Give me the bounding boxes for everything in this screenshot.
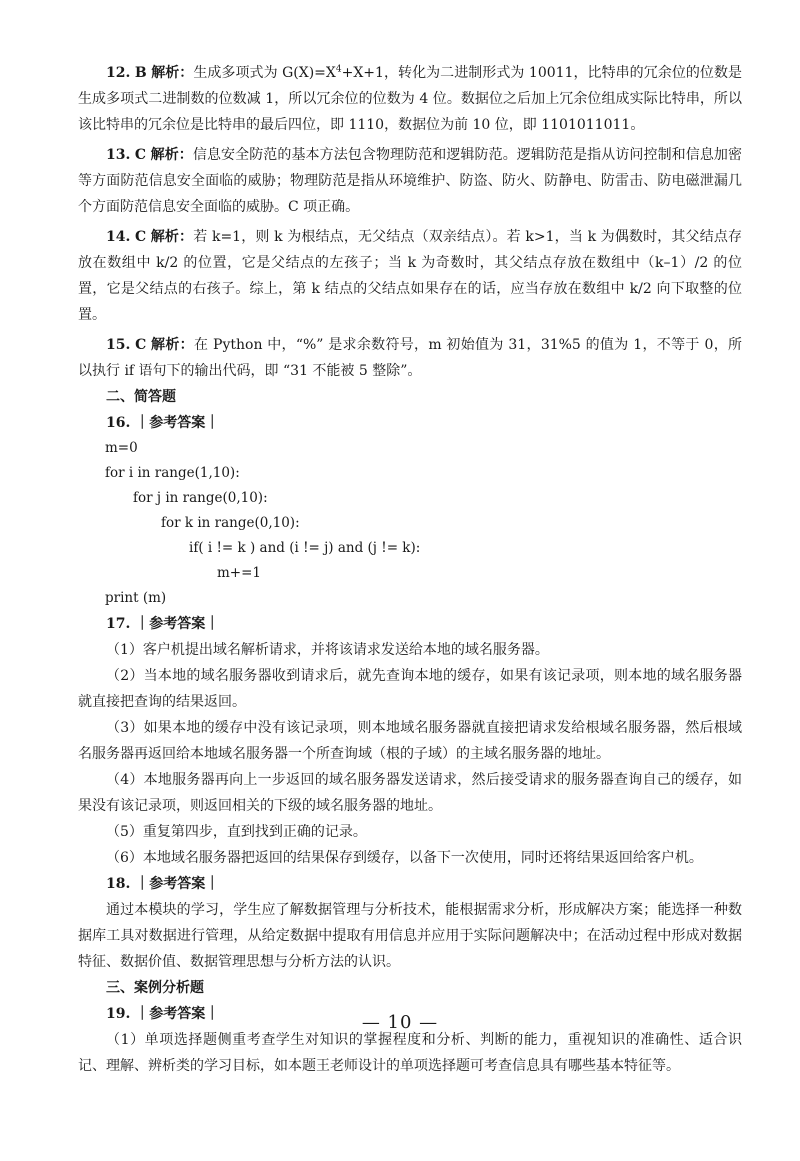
answer-17-item: （4）本地服务器再向上一步返回的域名服务器发送请求，然后接受请求的服务器查询自己的缓存，如果没有该记录项，则返回相关的下级的域名服务器的地址。 — [78, 772, 742, 814]
answer-letter: B — [134, 65, 147, 81]
answer-17-heading: 17. ｜参考答案｜ — [106, 616, 220, 632]
analysis-text: 若 k=1，则 k 为根结点，无父结点（双亲结点）。若 k>1，当 k 为偶数时，其父结点存放在数组中 k/2 的位置，它是父结点的左孩子；当 k 为奇数时，其父结点存放在数组中（k–1）/2 的位置，它是父结点的右孩子。综上，第 k 结点的父结点如果存在的话，应当存放在数组中 k/2 向下取整的位置。 — [78, 229, 743, 323]
answer-17-item: （6）本地域名服务器把返回的结果保存到缓存，以备下一次使用，同时还将结果返回给客户机。 — [106, 850, 703, 866]
answer-letter: C — [135, 337, 147, 353]
answer-19-text: （1）单项选择题侧重考查学生对知识的掌握程度和分析、判断的能力，重视知识的准确性、适合识记、理解、辨析类的学习目标，如本题王老师设计的单项选择题可考查信息具有哪些基本特征等。 — [78, 1032, 742, 1074]
page-content — [78, 60, 742, 1079]
section-heading-case-analysis: 三、案例分析题 — [106, 980, 204, 996]
answer-18-text: 通过本模块的学习，学生应了解数据管理与分析技术，能根据需求分析，形成解决方案；能选择一种数据库工具对数据进行管理，从给定数据中提取有用信息并应用于实际问题解决中；在活动过程中形成对数据特征、数据价值、数据管理思想与分析方法的认识。 — [78, 902, 742, 970]
code-line: for j in range(0,10): — [133, 490, 268, 506]
analysis-text: 信息安全防范的基本方法包含物理防范和逻辑防范。逻辑防范是指从访问控制和信息加密等方面防范信息安全面临的威胁；物理防范是指从环境维护、防盗、防火、防静电、防雷击、防电磁泄漏几个方面防范信息安全面临的威胁。C 项正确。 — [78, 147, 743, 215]
code-line: for i in range(1,10): — [105, 465, 240, 481]
analysis-text: +X+1，转化为二进制形式为 10011，比特串的冗余位的位数是生成多项式二进制数的位数减 1，所以冗余位的位数为 4 位。数据位之后加上冗余位组成实际比特串，所以该比特串的冗余位是比特串的最后四位，即 1110，数据位为前 10 位，即 1101011011。 — [78, 65, 742, 133]
answer-17-item: （1）客户机提出域名解析请求，并将该请求发送给本地的域名服务器。 — [106, 642, 549, 658]
answer-17-item: （2）当本地的域名服务器收到请求后，就先查询本地的缓存，如果有该记录项，则本地的域名服务器就直接把查询的结果返回。 — [78, 668, 742, 710]
code-line: m+=1 — [217, 565, 262, 581]
analysis-label: 解析： — [151, 337, 194, 353]
code-line: for k in range(0,10): — [161, 515, 300, 531]
analysis-text: 在 Python 中，“%” 是求余数符号，m 初始值为 31，31%5 的值为 1，不等于 0，所以执行 if 语句下的输出代码，即 “31 不能被 5 整除”。 — [78, 337, 743, 379]
code-line: print (m) — [105, 590, 167, 606]
analysis-label: 解析： — [151, 65, 194, 81]
question-number: 13. — [106, 147, 131, 163]
analysis-label: 解析： — [150, 229, 194, 245]
answer-17-item: （5）重复第四步，直到找到正确的记录。 — [106, 824, 367, 840]
analysis-text: 生成多项式为 G(X)=X — [193, 65, 336, 81]
code-line: m=0 — [105, 440, 138, 456]
answer-17-item: （3）如果本地的缓存中没有该记录项，则本地域名服务器就直接把请求发给根域名服务器，然后根域名服务器再返回给本地域名服务器一个所查询域（根的子域）的主域名服务器的地址。 — [78, 720, 742, 762]
answer-15 — [78, 332, 742, 384]
answer-16-heading: 16. ｜参考答案｜ — [106, 415, 220, 431]
answer-13 — [78, 142, 742, 220]
section-heading-short-answer: 二、简答题 — [106, 389, 176, 405]
page-number: — 10 — — [361, 1012, 439, 1033]
question-number: 14. — [106, 229, 131, 245]
answer-14 — [78, 224, 742, 328]
answer-12 — [78, 60, 742, 138]
answer-letter: C — [134, 229, 147, 245]
answer-19-heading: 19. ｜参考答案｜ — [106, 1006, 220, 1022]
question-number: 15. — [106, 337, 131, 353]
code-line: if( i != k ) and (i != j) and (j != k): — [189, 540, 421, 556]
answer-18-heading: 18. ｜参考答案｜ — [106, 876, 220, 892]
exponent: 4 — [335, 64, 342, 75]
answer-letter: C — [134, 147, 147, 163]
analysis-label: 解析： — [150, 147, 193, 163]
question-number: 12. — [106, 65, 131, 81]
